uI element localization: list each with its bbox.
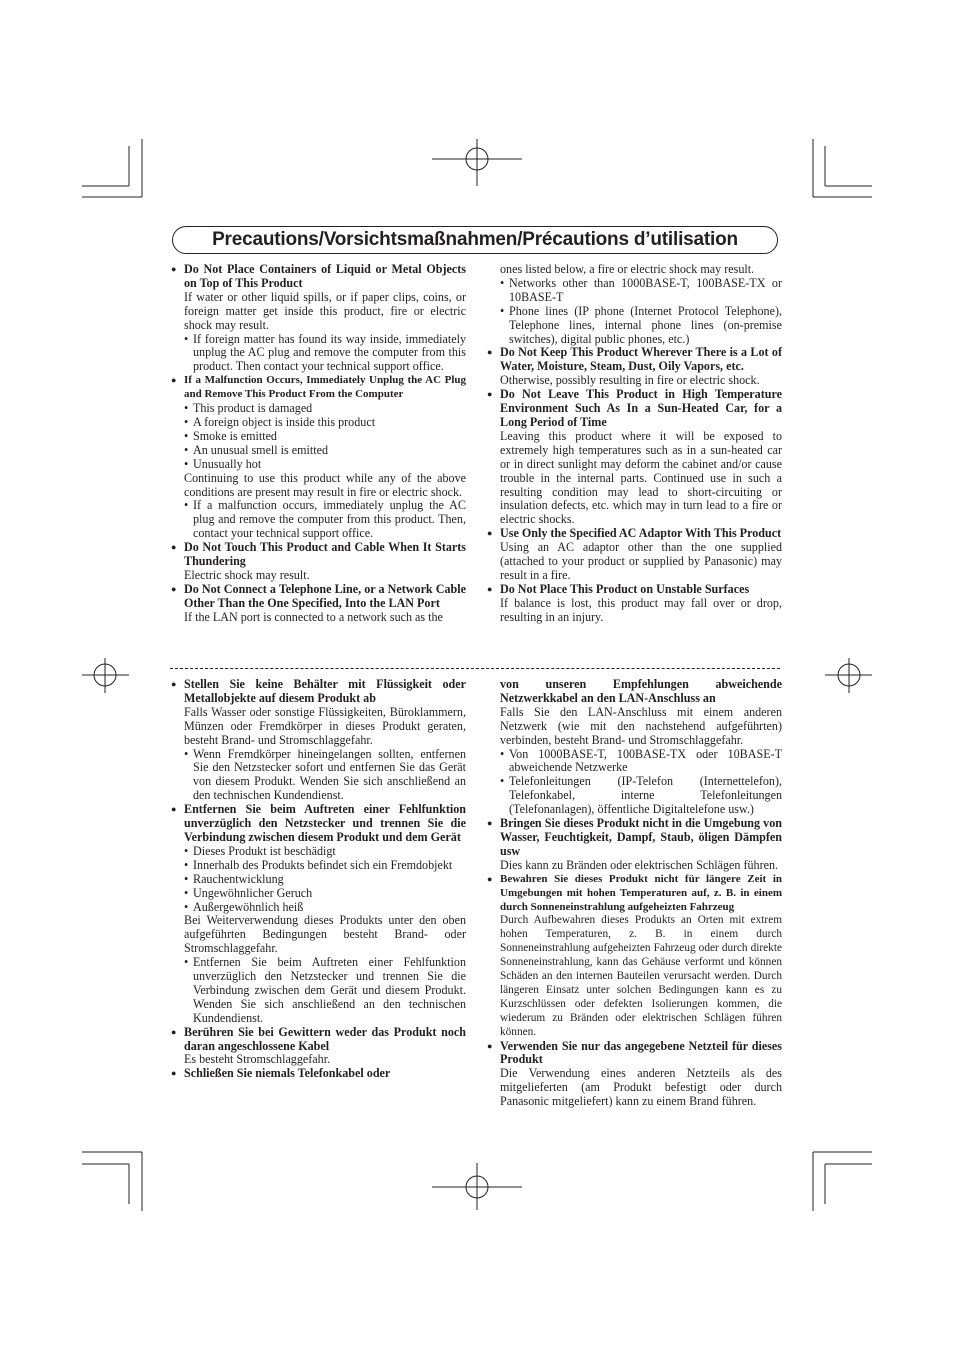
precaution-subitem: • If a malfunction occurs, immediately unplug the AC plug and remove the computer from this product. Then, contact your technical support office. — [184, 499, 466, 541]
precaution-item — [486, 527, 782, 583]
page-title: Precautions/Vorsichtsmaßnahmen/Précautions d’utilisation — [212, 229, 738, 250]
precaution-text: Bei Weiterverwendung dieses Produkts unter den oben aufgeführten Bedingungen besteht Brand- oder Stromschlaggefahr. — [184, 913, 466, 956]
precaution-subitem: • Außergewöhnlich heiß — [184, 901, 466, 915]
precaution-item — [170, 1067, 466, 1081]
section-divider — [170, 668, 780, 669]
precaution-subitem: • This product is damaged — [184, 402, 466, 416]
precaution-subitem: • If foreign matter has found its way inside, immediately unplug the AC plug and remove the computer from this product. Then contact your technical support office. — [184, 333, 466, 375]
precaution-heading: ● Do Not Connect a Telephone Line, or a Network Cable Other Than the One Specified, Into the LAN Port — [184, 581, 466, 610]
precaution-subitem: • Innerhalb des Produkts befindet sich ein Fremdobjekt — [184, 859, 466, 873]
precaution-heading: ● Bewahren Sie dieses Produkt nicht für längere Zeit in Umgebungen mit hohen Temperaturen auf, z. B. in einem durch Sonneneinstrahlung aufgeheizten Fahrzeug — [500, 872, 782, 913]
precaution-item — [486, 388, 782, 527]
precaution-text: Die Verwendung eines anderen Netzteils als des mitgelieferten (am Produkt befestigt oder durch Panasonic mitgeliefert) kann zu einem Brand führen. — [500, 1066, 782, 1109]
precaution-heading: ● Do Not Leave This Product in High Temperature Environment Such As In a Sun-Heated Car, for a Long Period of Time — [500, 387, 782, 429]
precaution-item — [170, 541, 466, 583]
precaution-item — [170, 803, 466, 1026]
precaution-text: Otherwise, possibly resulting in fire or electric shock. — [500, 373, 760, 388]
precaution-text: Es besteht Stromschlaggefahr. — [184, 1052, 331, 1067]
precaution-heading: von unseren Empfehlungen abweichende Netzwerkkabel an den LAN-Anschluss an — [500, 677, 782, 705]
precaution-item — [170, 678, 466, 803]
precaution-subitem: • Networks other than 1000BASE-T, 100BASE-TX or 10BASE-T — [500, 277, 782, 305]
precaution-heading: ● Entfernen Sie beim Auftreten einer Fehlfunktion unverzüglich den Netzstecker und trennen Sie die Verbindung zwischen diesem Produkt und dem Gerät — [184, 802, 466, 844]
precaution-text: If water or other liquid spills, or if paper clips, coins, or foreign matter get inside this product, fire or electric shock may result. — [184, 289, 466, 332]
precaution-subitem: • Rauchentwicklung — [184, 873, 466, 887]
precaution-item — [486, 873, 782, 1040]
precaution-heading: ● Berühren Sie bei Gewittern weder das Produkt noch daran angeschlossene Kabel — [184, 1024, 466, 1053]
precaution-heading: ● If a Malfunction Occurs, Immediately Unplug the AC Plug and Remove This Product From the Computer — [184, 374, 466, 401]
precaution-heading: ● Do Not Place Containers of Liquid or Metal Objects on Top of This Product — [184, 262, 466, 290]
precaution-subitem: • Ungewöhnlicher Geruch — [184, 887, 466, 901]
precaution-text: If balance is lost, this product may fall over or drop, resulting in an injury. — [500, 595, 782, 624]
title-box — [172, 226, 778, 254]
precaution-subitem: • Entfernen Sie beim Auftreten einer Fehlfunktion unverzüglich den Netzstecker und trennen Sie die Verbindung zwischen dem Gerät und diesem Produkt. Wenden Sie sich anschließend an den technischen Kundendienst. — [184, 956, 466, 1026]
precaution-text: Falls Wasser oder sonstige Flüssigkeiten, Büroklammern, Münzen oder Fremdkörper in dieses Produkt geraten, besteht Brand- und Stromschlaggefahr. — [184, 704, 466, 747]
precaution-heading: ● Do Not Touch This Product and Cable When It Starts Thundering — [184, 540, 466, 569]
precaution-text: If the LAN port is connected to a network such as the — [184, 609, 443, 624]
precaution-item — [486, 583, 782, 625]
precaution-subitem: • Phone lines (IP phone (Internet Protocol Telephone), Telephone lines, internal phone lines (on-premise switches), digital public phones, etc.) — [500, 305, 782, 347]
precaution-heading: ● Verwenden Sie nur das angegebene Netzteil für dieses Produkt — [500, 1038, 782, 1067]
precaution-subitem: • Telefonleitungen (IP-Telefon (Internettelefon), Telefonkabel, interne Telefonleitungen (Telefonanlagen), öffentliche Digitaltelefone usw.) — [500, 775, 782, 817]
precaution-text: Falls Sie den LAN-Anschluss mit einem anderen Netzwerk (wie mit den nachstehend aufgeführten) verbinden, besteht Brand- und Stromschlaggefahr. — [500, 704, 782, 747]
precaution-item — [170, 374, 466, 541]
precaution-heading: ● Use Only the Specified AC Adaptor With This Product — [500, 526, 782, 541]
precaution-continued — [486, 263, 782, 346]
precaution-subitem: • Dieses Produkt ist beschädigt — [184, 845, 466, 859]
precaution-text: Continuing to use this product while any of the above conditions are present may result in fire or electric shock. — [184, 470, 466, 499]
precaution-continued — [486, 678, 782, 817]
precaution-text: Electric shock may result. — [184, 567, 310, 582]
precaution-item — [486, 1040, 782, 1110]
precaution-item — [170, 263, 466, 374]
precaution-item — [486, 346, 782, 388]
precaution-subitem: • Wenn Fremdkörper hineingelangen sollten, entfernen Sie den Netzstecker sofort und entfernen Sie das Gerät von diesem Produkt. Wenden Sie sich anschließend an den technischen Kundendienst. — [184, 748, 466, 804]
precaution-subitem: • Unusually hot — [184, 458, 466, 472]
german-column-right — [486, 678, 782, 1109]
precaution-item — [486, 817, 782, 873]
precaution-heading: ● Do Not Place This Product on Unstable Surfaces — [500, 581, 750, 596]
precaution-subitem: • Smoke is emitted — [184, 430, 466, 444]
precaution-text: Using an AC adaptor other than the one supplied (attached to your product or supplied by Panasonic) may result in a fire. — [500, 540, 782, 582]
precaution-text: Leaving this product where it will be exposed to extremely high temperatures such as in a sun-heated car or in direct sunlight may deform the cabinet and/or cause trouble in the internal parts. Continued use in such a resulting condition may lead to short-circuiting or insulation defects, etc. which may in turn lead to a fire or electric shocks. — [500, 428, 782, 527]
precaution-item — [170, 583, 466, 625]
precaution-heading: ● Schließen Sie niemals Telefonkabel oder — [184, 1066, 391, 1081]
english-column-right — [486, 263, 782, 625]
precaution-subitem: • A foreign object is inside this product — [184, 416, 466, 430]
precaution-subitem: • An unusual smell is emitted — [184, 444, 466, 458]
precaution-subitem: • Von 1000BASE-T, 100BASE-TX oder 10BASE-T abweichende Netzwerke — [500, 748, 782, 776]
precaution-item — [170, 1026, 466, 1068]
precaution-heading: ● Bringen Sie dieses Produkt nicht in die Umgebung von Wasser, Feuchtigkeit, Dampf, Staub, öligen Dämpfen usw — [500, 816, 782, 858]
precaution-text: Durch Aufbewahren dieses Produkts an Orten mit extrem hohen Temperaturen, z. B. in einem durch Sonneneinstrahlung aufgeheizten Fahrzeug oder durch direkte Sonneneinstrahlung, kann das Gehäuse verformt und können Schäden an den internen Bauteilen verursacht werden. Durch längeren Einsatz unter solchen Bedingungen kann es zu Kurzschlüssen oder defekten Isolierungen kommen, die wiederum zu Bränden oder elektrischen Schlägen führen können. — [500, 914, 782, 1038]
precaution-heading: ● Do Not Keep This Product Wherever There is a Lot of Water, Moisture, Steam, Dust, Oily Vapors, etc. — [500, 345, 782, 374]
precaution-text: ones listed below, a fire or electric shock may result. — [500, 262, 755, 276]
precaution-text: Dies kann zu Bränden oder elektrischen Schlägen führen. — [500, 857, 779, 872]
english-column-left — [170, 263, 466, 625]
precaution-heading: ● Stellen Sie keine Behälter mit Flüssigkeit oder Metallobjekte auf diesem Produkt ab — [184, 677, 466, 705]
german-column-left — [170, 678, 466, 1081]
